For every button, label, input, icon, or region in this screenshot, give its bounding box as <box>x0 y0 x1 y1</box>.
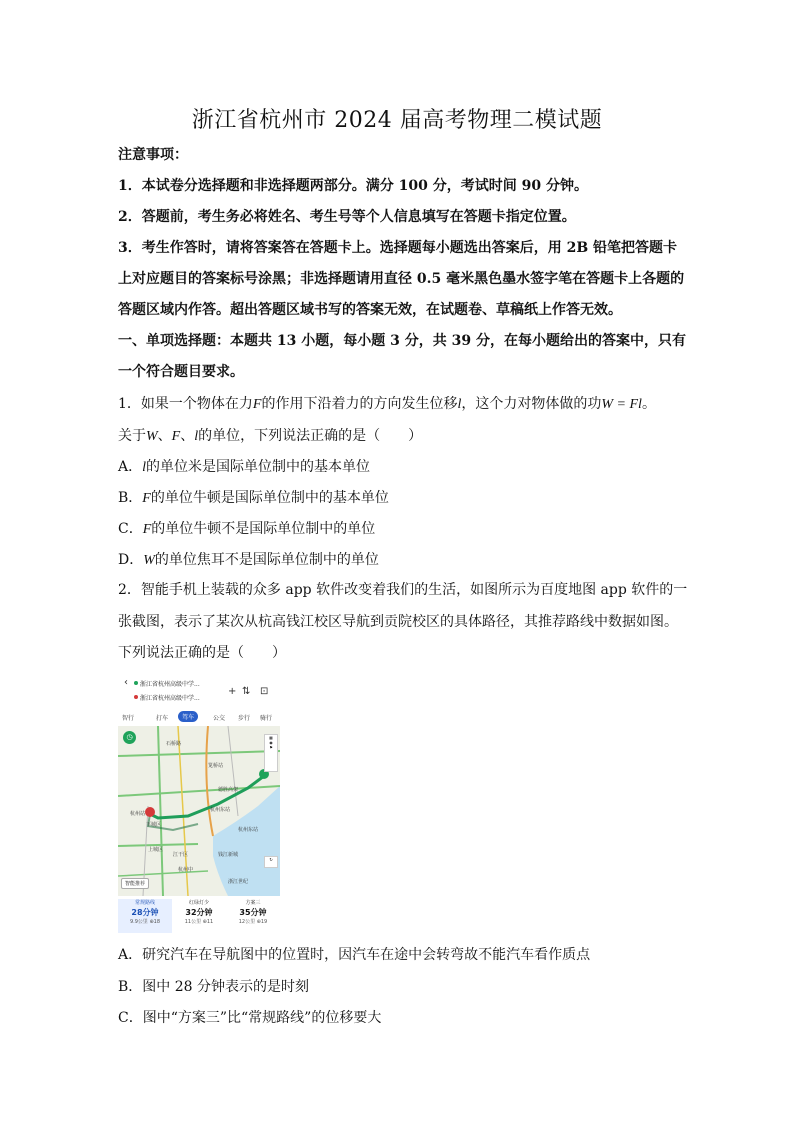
plan-name: 红绿灯少 <box>188 900 209 906</box>
mode-tab: 步行 <box>238 715 251 722</box>
section-heading: 一、单项选择题：本题共 13 小题，每小题 3 分，共 39 分，在每小题给出的答案中，只有 <box>118 333 686 349</box>
exam-title: 浙江省杭州市 2024 届高考物理二模试题 <box>191 108 603 133</box>
map-label: 浙江世纪 <box>228 879 249 885</box>
mode-tab-active: 驾车 <box>178 711 198 722</box>
option-prefix: A． <box>118 459 143 475</box>
map-view <box>118 726 280 896</box>
q1-text: 的单位，下列说法正确的是（ ） <box>198 428 423 444</box>
plan-name: 常规路线 <box>134 900 155 906</box>
plan-info: 11公里 ⊕11 <box>184 919 214 925</box>
q1-stem-line-2 <box>118 426 422 447</box>
plan-time: 28分钟 <box>131 908 159 917</box>
option-text: 的单位米是国际单位制中的基本单位 <box>146 459 371 475</box>
location-badge-icon: ◷ <box>123 731 136 744</box>
notice-line-5: 答题区域内作答。超出答题区域书写的答案无效，在试题卷、草稿纸上作答无效。 <box>118 302 622 318</box>
more-icon: ⊡ <box>260 686 269 697</box>
plan-time: 35分钟 <box>239 908 267 917</box>
map-label: 杭州站 <box>130 811 146 817</box>
notice-heading: 注意事项： <box>118 147 188 163</box>
plan-name: 方案三 <box>245 900 261 906</box>
q2-stem-line-2: 张截图，表示了某次从杭高钱江校区导航到贡院校区的具体路径，其推荐路线中数据如图。 <box>118 614 678 630</box>
section-heading-2: 一个符合题目要求。 <box>118 364 244 380</box>
q1-formula: W = Fl <box>601 397 642 412</box>
smart-recommend-button: 智能推荐 <box>121 878 149 889</box>
q1-var-F: F <box>171 429 181 444</box>
q2-stem-line-1: 2．智能手机上装载的众多 app 软件改变着我们的生活，如图所示为百度地图 app 软件的一 <box>118 582 688 598</box>
back-icon: ‹ <box>124 677 128 688</box>
q1-stem-line-1 <box>118 394 656 415</box>
mode-tab: 智行 <box>122 715 135 722</box>
q1-text: 。 <box>641 396 656 412</box>
plan-info: 9.9公里 ⊕18 <box>129 919 161 925</box>
mode-tab: 打车 <box>156 715 169 722</box>
mode-tab: 公交 <box>213 715 226 722</box>
route-destination: 浙江省杭州高级中学... <box>140 695 200 702</box>
q1-text: 1．如果一个物体在力 <box>118 396 253 412</box>
option-text: 的单位牛顿不是国际单位制中的单位 <box>151 521 376 537</box>
origin-dot-icon <box>134 681 138 685</box>
route-origin: 浙江省杭州高级中学... <box>140 681 200 688</box>
option-var: W <box>143 553 155 568</box>
option-prefix: C． <box>118 521 143 537</box>
plan-card <box>172 899 226 925</box>
q1-text: 关于 <box>118 428 146 444</box>
map-label: 杭州东站 <box>238 827 259 833</box>
notice-line-2: 2．答题前，考生务必将姓名、考生号等个人信息填写在答题卡指定位置。 <box>118 209 576 225</box>
map-label: 上城区 <box>148 847 164 853</box>
map-label: 笕桥站 <box>208 763 224 769</box>
plan-time: 32分钟 <box>185 908 213 917</box>
q1-text: 的作用下沿着力的方向发生位移 <box>261 396 458 412</box>
plan-card <box>226 899 280 925</box>
option-var: l <box>142 460 147 475</box>
q1-var-W: W <box>146 429 158 444</box>
map-label: 杭州中 <box>178 867 194 873</box>
option-prefix: D． <box>118 552 144 568</box>
q1-option-d <box>118 550 379 571</box>
map-label: 下城区 <box>146 822 162 828</box>
map-label: 石桥路 <box>166 741 182 747</box>
notice-line-1: 1．本试卷分选择题和非选择题两部分。满分 100 分，考试时间 90 分钟。 <box>118 178 588 194</box>
plan-card <box>118 899 172 933</box>
q2-option-a: A．研究汽车在导航图中的位置时，因汽车在途中会转弯故不能汽车看作质点 <box>118 947 591 963</box>
map-side-toolbar: ▦ ◉ ⚑ <box>264 734 278 772</box>
add-stop-icon: + <box>228 686 237 697</box>
map-label: 江干区 <box>173 852 189 858</box>
option-text: 的单位焦耳不是国际单位制中的单位 <box>154 552 379 568</box>
plan-info: 12公里 ⊕19 <box>238 919 268 925</box>
q1-text: 、 <box>180 428 195 444</box>
route-header <box>118 673 280 706</box>
map-screenshot <box>118 673 280 935</box>
map-label: 德胜高架 <box>218 787 239 793</box>
swap-icon: ⇅ <box>242 686 251 697</box>
q1-option-a <box>118 457 370 478</box>
q1-var-l: l <box>194 429 199 444</box>
travel-mode-tabs <box>118 711 280 725</box>
q1-option-b <box>118 488 389 509</box>
option-var: F <box>142 491 151 506</box>
option-var: F <box>142 522 152 537</box>
option-prefix: B． <box>118 490 143 506</box>
refresh-icon: ↻ <box>264 856 278 868</box>
q2-stem-line-3: 下列说法正确的是（ ） <box>118 645 286 661</box>
q1-var-l: l <box>457 397 462 412</box>
q1-text: ，这个力对物体做的功 <box>461 396 602 412</box>
map-label: 杭州东站 <box>210 807 231 813</box>
map-label: 钱江新城 <box>218 852 239 858</box>
q2-option-c: C．图中“方案三”比“常规路线”的位移要大 <box>118 1010 382 1026</box>
option-text: 的单位牛顿是国际单位制中的基本单位 <box>150 490 389 506</box>
route-plans <box>118 897 280 935</box>
q2-option-b: B．图中 28 分钟表示的是时刻 <box>118 979 310 995</box>
notice-line-3: 3．考生作答时，请将答案答在答题卡上。选择题每小题选出答案后，用 2B 铅笔把答题卡 <box>118 240 678 256</box>
q1-text: 、 <box>157 428 172 444</box>
q1-option-c <box>118 519 375 540</box>
notice-line-4: 上对应题目的答案标号涂黑；非选择题请用直径 0.5 毫米黑色墨水签字笔在答题卡上各题的 <box>118 271 685 287</box>
q1-var-F: F <box>252 397 262 412</box>
destination-dot-icon <box>134 695 138 699</box>
mode-tab: 骑行 <box>260 715 273 722</box>
